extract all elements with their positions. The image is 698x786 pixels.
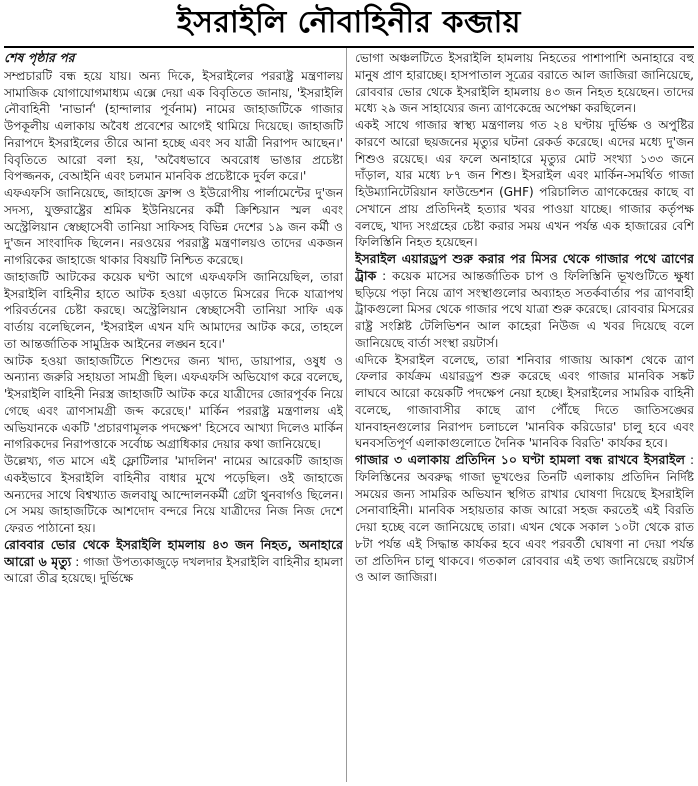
right-paragraph-2: একই সাথে গাজার স্বাস্থ্য মন্ত্রণালয় গত ২৪ ঘণ্টায় দুর্ভিক্ষ ও অপুষ্টির কারণে আরো ছয়জনের মৃত্যুর ঘটনা রেকর্ড করেছে। এদের মধ্যে দু'জন শিশুও রয়েছে। এর ফলে অনাহারে মৃত্যুর মোট সংখ্যা ১৩৩ জনে দাঁড়াল, যার মধ্যে ৮৭ জন শিশু। ইসরাইল এবং মার্কিন-সমর্থিত গাজা হিউম্যানিটেরিয়ান ফাউন্ডেশন (GHF) পরিচালিত ত্রাণকেন্দ্রের কাছে বা সেখানে প্রায় প্রতিদিনই হত্যার খবর পাওয়া যাচ্ছে। গাজার কর্তৃপক্ষ বলছে, খাদ্য সংগ্রহের চেষ্টা করার সময় এখন পর্যন্ত এক হাজারের বেশি ফিলিস্তিনি নিহত হয়েছেন। <box>355 118 694 250</box>
headline: ইসরাইলি নৌবাহিনীর কব্জায় <box>177 4 521 40</box>
article-columns <box>4 50 694 782</box>
left-subhead: রোববার ভোর থেকে ইসরাইলি হামলায় ৪৩ জন নিহত, অনাহারে আরো ৬ মৃত্যু <box>4 536 343 569</box>
left-subhead-body: : গাজা উপত্যকাজুড়ে দখলদার ইসরাইলি বাহিনীর হামলা আরো তীব্র হয়েছে। দুর্ভিক্ষে <box>4 554 343 586</box>
left-paragraph-2: এফএফসি জানিয়েছে, জাহাজে ফ্রান্স ও ইউরোপীয় পার্লামেন্টের দু'জন সদস্য, যুক্তরাষ্ট্রের শ্রমিক ইউনিয়নের কর্মী ক্রিশ্চিয়ান স্মল এবং অস্ট্রেলিয়ান স্বেচ্ছাসেবী তানিয়া সাফিসহ বিভিন্ন দেশের ১৯ জন কর্মী ও দু'জন সাংবাদিক ছিলেন। নরওয়ের পররাষ্ট্র মন্ত্রণালয়ও তাদের একজন নাগরিকের জাহাজে থাকার বিষয়টি নিশ্চিত করেছে। <box>4 186 343 267</box>
right-subsection-2 <box>355 452 694 586</box>
left-paragraph-4: আটক হওয়া জাহাজটিতে শিশুদের জন্য খাদ্য, ডায়াপার, ওষুধ ও অন্যান্য জরুরি সহায়তা সামগ্রী ছিল। এফএফসি অভিযোগ করে বলেছে, 'ইসরাইলি বাহিনী নিরস্ত্র জাহাজটি আটক করে যাত্রীদের জোরপূর্বক নিয়ে গেছে এবং ত্রাণসামগ্রী জব্দ করেছে।' মার্কিন পররাষ্ট্র মন্ত্রণালয় এই অভিযানকে একটি 'প্রচারণামূলক পদক্ষেপ' হিসেবে আখ্যা দিলেও মার্কিন নাগরিকদের নিরাপত্তাকে সর্বোচ্চ অগ্রাধিকার দেয়ার কথা জানিয়েছে। <box>4 353 343 452</box>
column-divider <box>346 48 347 782</box>
left-paragraph-3: জাহাজটি আটকের কয়েক ঘণ্টা আগে এফএফসি জানিয়েছিল, তারা ইসরাইলি বাহিনীর হাতে আটক হওয়া এড়াতে মিসরের দিকে যাত্রাপথ পরিবর্তনের চেষ্টা করছে। অস্ট্রেলিয়ান স্বেচ্ছাসেবী তানিয়া সাফি এক বার্তায় বলেছিলেন, 'ইসরাইল এখন যদি আমাদের আটক করে, তাহলে তা আন্তর্জাতিক সামুদ্রিক আইনের লঙ্ঘন হবে।' <box>4 269 343 351</box>
left-paragraph-1: সম্প্রচারটি বন্ধ হয়ে যায়। অন্য দিকে, ইসরাইলের পররাষ্ট্র মন্ত্রণালয় সামাজিক যোগাযোগমাধ্যম এক্সে দেয়া এক বিবৃতিতে জানায়, 'ইসরাইলি নৌবাহিনী 'নাভার্ন' (হান্দালার পূর্বনাম) নামের জাহাজটিকে গাজার উপকূলীয় এলাকায় অবৈধ প্রবেশের আগেই থামিয়ে দিয়েছে। জাহাজটি নিরাপদে ইসরাইলের তীরে আনা হচ্ছে এবং সব যাত্রী নিরাপদ আছেন।' বিবৃতিতে আরো বলা হয়, 'অবৈধভাবে অবরোধ ভাঙার প্রচেষ্টা বিপজ্জনক, বেআইনি এবং চলমান মানবিক প্রচেষ্টাকে দুর্বল করে।' <box>4 68 343 184</box>
right-subsection-1 <box>355 251 694 352</box>
right-subhead-1: ইসরাইল এয়ারড্রপ শুরু করার পর মিসর থেকে গাজার পথে ত্রাণের ট্রাক <box>355 251 694 283</box>
right-subhead-2-body: : ফিলিস্তিনের অবরুদ্ধ গাজা ভূখণ্ডের তিনটি এলাকায় প্রতিদিন নির্দিষ্ট সময়ের জন্য সামরিক অভিযান স্থগিত রাখার ঘোষণা দিয়েছে ইসরাইলি সেনাবাহিনী। মানবিক সহায়তার কাজ আরো সহজ করতেই এই বিরতি দেয়া হচ্ছে বলে জানিয়েছে তারা। এখন থেকে সকাল ১০টা থেকে রাত ৮টা পর্যন্ত এই সিদ্ধান্ত কার্যকর হবে এবং পরবর্তী ঘোষণা না দেয়া পর্যন্ত তা প্রতিদিন চালু থাকবে। গতকাল রোববার এই তথ্য জানিয়েছে রয়টার্স ও আল জাজিরা। <box>355 453 694 585</box>
right-column <box>355 50 694 782</box>
continuation-kicker: শেষ পৃষ্ঠার পর <box>4 50 75 65</box>
right-paragraph-1: ভোগা অঞ্চলটিতে ইসরাইলি হামলায় নিহতের পাশাপাশি অনাহারে বহু মানুষ প্রাণ হারাচ্ছে। হাসপাতাল সূত্রের বরাতে আল জাজিরা জানিয়েছে, রোববার ভোর থেকে ইসরাইলি হামলায় ৪৩ জন নিহত হয়েছেন। তাদের মধ্যে ২৯ জন সাহায্যের জন্য ত্রাণকেন্দ্রে অপেক্ষা করছিলেন। <box>355 51 694 116</box>
right-subhead-1-body: : কয়েক মাসের আন্তর্জাতিক চাপ ও ফিলিস্তিনি ভূখণ্ডটিতে ক্ষুধা ছড়িয়ে পড়া নিয়ে ত্রাণ সংস্থাগুলোর অব্যাহত সতর্কবার্তার পর ত্রাণবাহী ট্রাকগুলো মিসর থেকে গাজার পথে যাত্রা শুরু করেছে। রোববার মিসরের রাষ্ট্র সংশ্লিষ্ট টেলিভিশন আল কাহেরা নিউজ এ খবর দিয়েছে বলে জানিয়েছে বার্তা সংস্থা রয়টার্স। <box>355 268 694 350</box>
right-paragraph-3: এদিকে ইসরাইল বলেছে, তারা শনিবার গাজায় আকাশ থেকে ত্রাণ ফেলার কার্যক্রম এয়ারড্রপ শুরু করেছে এবং গাজার মানবিক সঙ্কট লাঘবে আরো কয়েকটি পদক্ষেপ নেয়া হচ্ছে। ইসরাইলের সামরিক বাহিনী বলেছে, গাজাবাসীর কাছে ত্রাণ পৌঁছে দিতে জাতিসঙ্ঘের যানবাহনগুলোর নিরাপদ চলাচলে 'মানবিক করিডোর' চালু হবে এবং ঘনবসতিপূর্ণ এলাকাগুলোতে দৈনিক 'মানবিক বিরতি' কার্যকর হবে। <box>355 352 694 451</box>
left-paragraph-5: উল্লেখ্য, গত মাসে এই ফ্লোটিলার 'মাদলিন' নামের আরেকটি জাহাজ একইভাবে ইসরাইলি বাহিনীর বাধার মুখে পড়েছিল। ওই জাহাজে অন্যদের সাথে বিশ্বখ্যাত জলবায়ু আন্দোলনকর্মী গ্রেটা থুনবার্গও ছিলেন। সে সময় জাহাজটিকে আশদোদ বন্দরে নিয়ে যাত্রীদের নিজ নিজ দেশে ফেরত পাঠানো হয়। <box>4 454 343 535</box>
left-subsection <box>4 537 343 587</box>
left-column <box>4 50 343 782</box>
right-subhead-2: গাজার ৩ এলাকায় প্রতিদিন ১০ ঘণ্টা হামলা বন্ধ রাখবে ইসরাইল <box>355 452 685 467</box>
